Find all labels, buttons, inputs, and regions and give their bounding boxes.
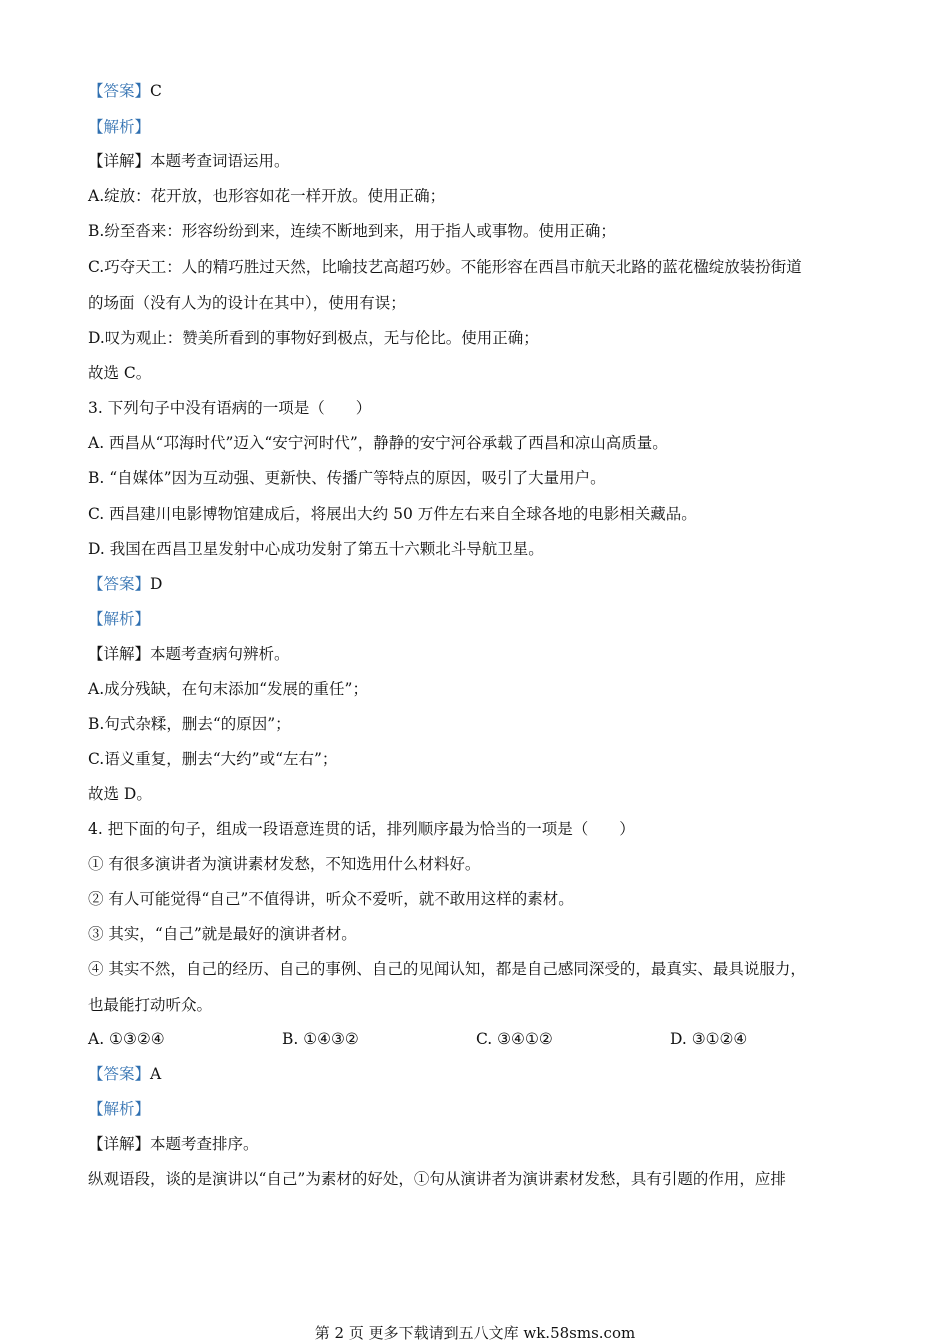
- q4-detail: 【详解】本题考查排序。: [88, 1135, 259, 1153]
- answer-label: 【答案】: [88, 82, 151, 100]
- q4-option-b: B. ①④③②: [282, 1030, 359, 1048]
- q2-answer-line: [88, 81, 162, 101]
- q3-detail: 【详解】本题考查病句辨析。: [88, 645, 290, 663]
- q4-stem: 4. 把下面的句子，组成一段语意连贯的话，排列顺序最为恰当的一项是（ ）: [88, 820, 635, 838]
- q4-sentence-3: ③ 其实，“自己”就是最好的演讲者材。: [88, 925, 357, 943]
- q3-explain-c: C.语义重复，删去“大约”或“左右”；: [88, 750, 338, 768]
- q4-answer: A: [150, 1065, 162, 1083]
- q3-option-c: C. 西昌建川电影博物馆建成后，将展出大约 50 万件左右来自全球各地的电影相关藏品。: [88, 505, 697, 523]
- q3-explain-b: B.句式杂糅，删去“的原因”；: [88, 715, 291, 733]
- q2-explain-b: B.纷至沓来：形容纷纷到来，连续不断地到来，用于指人或事物。使用正确；: [88, 222, 616, 240]
- q2-explain-a: A.绽放：花开放，也形容如花一样开放。使用正确；: [88, 187, 446, 205]
- q2-conclusion: 故选 C。: [88, 364, 152, 382]
- q4-option-c: C. ③④①②: [476, 1030, 553, 1048]
- q3-answer-line: [88, 574, 162, 594]
- q3-option-d: D. 我国在西昌卫星发射中心成功发射了第五十六颗北斗导航卫星。: [88, 540, 544, 558]
- q4-sentence-4a: ④ 其实不然，自己的经历、自己的事例、自己的见闻认知，都是自己感同深受的，最真实、最具说服力，: [88, 960, 806, 978]
- q3-stem: 3. 下列句子中没有语病的一项是（ ）: [88, 399, 372, 417]
- q2-explain-d: D.叹为观止：赞美所看到的事物好到极点，无与伦比。使用正确；: [88, 329, 539, 347]
- q3-analysis-label: 【解析】: [88, 610, 151, 628]
- q3-conclusion: 故选 D。: [88, 785, 152, 803]
- q2-analysis-label: 【解析】: [88, 118, 151, 136]
- q4-explain: 纵观语段，谈的是演讲以“自己”为素材的好处，①句从演讲者为演讲素材发愁，具有引题的作用，应排: [88, 1170, 786, 1188]
- q4-answer-line: [88, 1064, 161, 1084]
- page-footer: 第 2 页 更多下载请到五八文库 wk.58sms.com: [314, 1324, 636, 1342]
- q2-explain-c1: C.巧夺天工：人的精巧胜过天然，比喻技艺高超巧妙。不能形容在西昌市航天北路的蓝花楹绽放装扮街道: [88, 258, 802, 276]
- q2-detail: 【详解】本题考查词语运用。: [88, 152, 290, 170]
- answer-label: 【答案】: [88, 1065, 151, 1083]
- q3-answer: D: [150, 575, 163, 593]
- q4-option-d: D. ③①②④: [670, 1030, 748, 1048]
- q2-explain-c2: 的场面（没有人为的设计在其中），使用有误；: [88, 294, 406, 312]
- q4-option-a: A. ①③②④: [88, 1030, 165, 1048]
- q2-answer: C: [150, 82, 162, 100]
- answer-label: 【答案】: [88, 575, 151, 593]
- q3-option-b: B. “自媒体”因为互动强、更新快、传播广等特点的原因，吸引了大量用户。: [88, 469, 606, 487]
- q4-sentence-1: ① 有很多演讲者为演讲素材发愁，不知选用什么材料好。: [88, 855, 481, 873]
- q4-sentence-4b: 也最能打动听众。: [88, 996, 213, 1014]
- q4-analysis-label: 【解析】: [88, 1100, 151, 1118]
- q4-sentence-2: ② 有人可能觉得“自己”不值得讲，听众不爱听，就不敢用这样的素材。: [88, 890, 574, 908]
- q3-option-a: A. 西昌从“邛海时代”迈入“安宁河时代”，静静的安宁河谷承载了西昌和凉山高质量。: [88, 434, 668, 452]
- q3-explain-a: A.成分残缺，在句末添加“发展的重任”；: [88, 680, 368, 698]
